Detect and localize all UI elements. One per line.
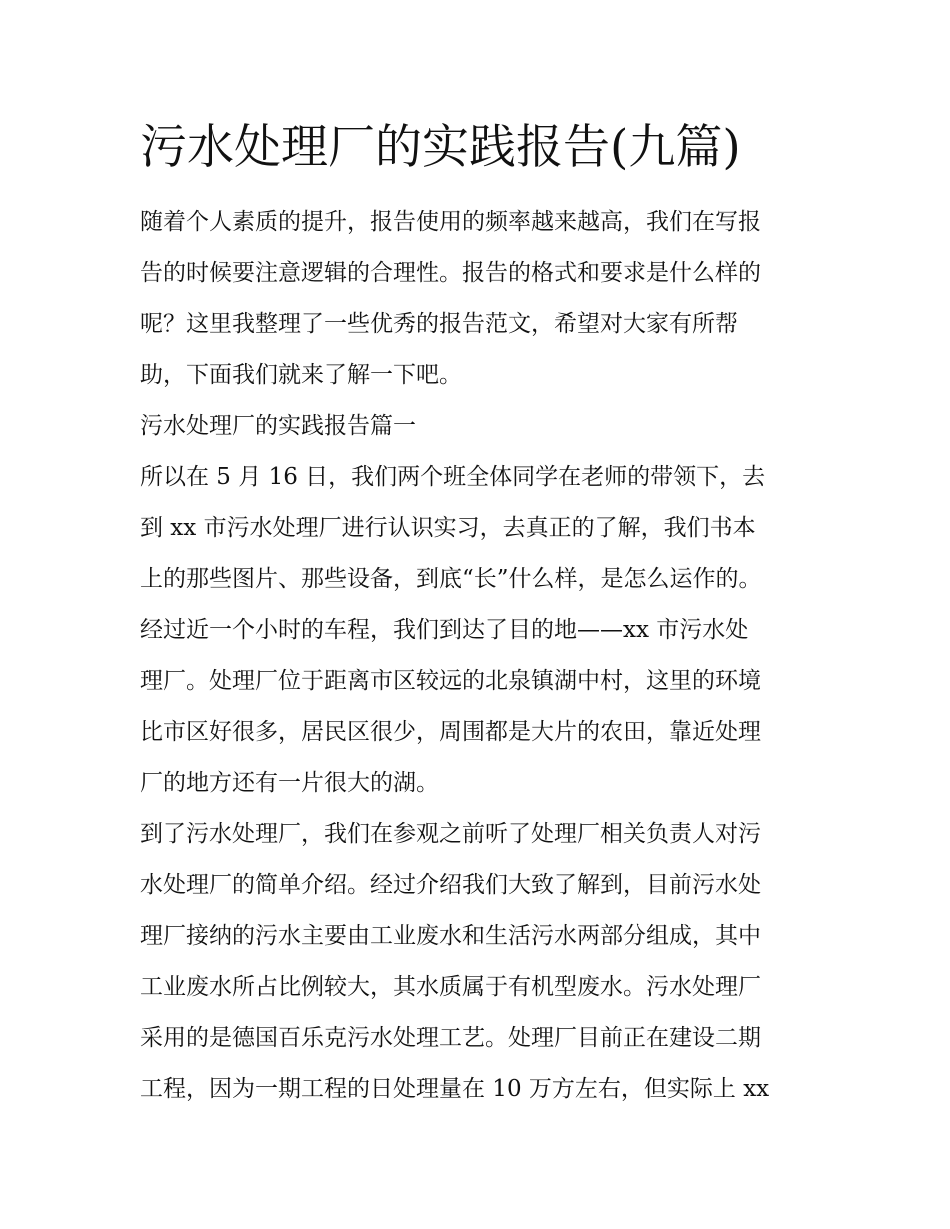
document-title: 污水处理厂的实践报告(九篇) [140,120,741,175]
paragraph-line: 采用的是德国百乐克污水处理工艺。处理厂目前正在建设二期 [140,1025,761,1051]
section-heading: 污水处理厂的实践报告篇一 [140,413,416,439]
paragraph-two [140,809,820,1115]
paragraph-line: 工程，因为一期工程的日处理量在 10 万方左右，但实际上 xx [140,1076,770,1102]
paragraph-line: 工业废水所占比例较大，其水质属于有机型废水。污水处理厂 [140,974,761,1000]
paragraph-one [140,452,820,809]
paragraph-line: 理厂。处理厂位于距离市区较远的北泉镇湖中村，这里的环境 [140,668,761,694]
paragraph-line: 到 xx 市污水处理厂进行认识实习，去真正的了解，我们书本 [140,515,756,541]
intro-paragraph [140,197,820,401]
paragraph-line: 水处理厂的简单介绍。经过介绍我们大致了解到，目前污水处 [140,872,761,898]
intro-line: 呢？这里我整理了一些优秀的报告范文，希望对大家有所帮 [140,311,738,337]
paragraph-line: 厂的地方还有一片很大的湖。 [140,770,439,796]
intro-line: 告的时候要注意逻辑的合理性。报告的格式和要求是什么样的 [140,260,761,286]
intro-line: 助，下面我们就来了解一下吧。 [140,362,462,388]
paragraph-line: 经过近一个小时的车程，我们到达了目的地——xx 市污水处 [140,617,749,643]
paragraph-line: 比市区好很多，居民区很少，周围都是大片的农田，靠近处理 [140,719,761,745]
document-body [140,197,820,1115]
paragraph-line: 所以在 5 月 16 日，我们两个班全体同学在老师的带领下，去 [140,464,766,490]
paragraph-line: 理厂接纳的污水主要由工业废水和生活污水两部分组成，其中 [140,923,761,949]
intro-line: 随着个人素质的提升，报告使用的频率越来越高，我们在写报 [140,209,761,235]
paragraph-line: 上的那些图片、那些设备，到底“长”什么样，是怎么运作的。 [140,566,762,592]
paragraph-line: 到了污水处理厂，我们在参观之前听了处理厂相关负责人对污 [140,821,761,847]
